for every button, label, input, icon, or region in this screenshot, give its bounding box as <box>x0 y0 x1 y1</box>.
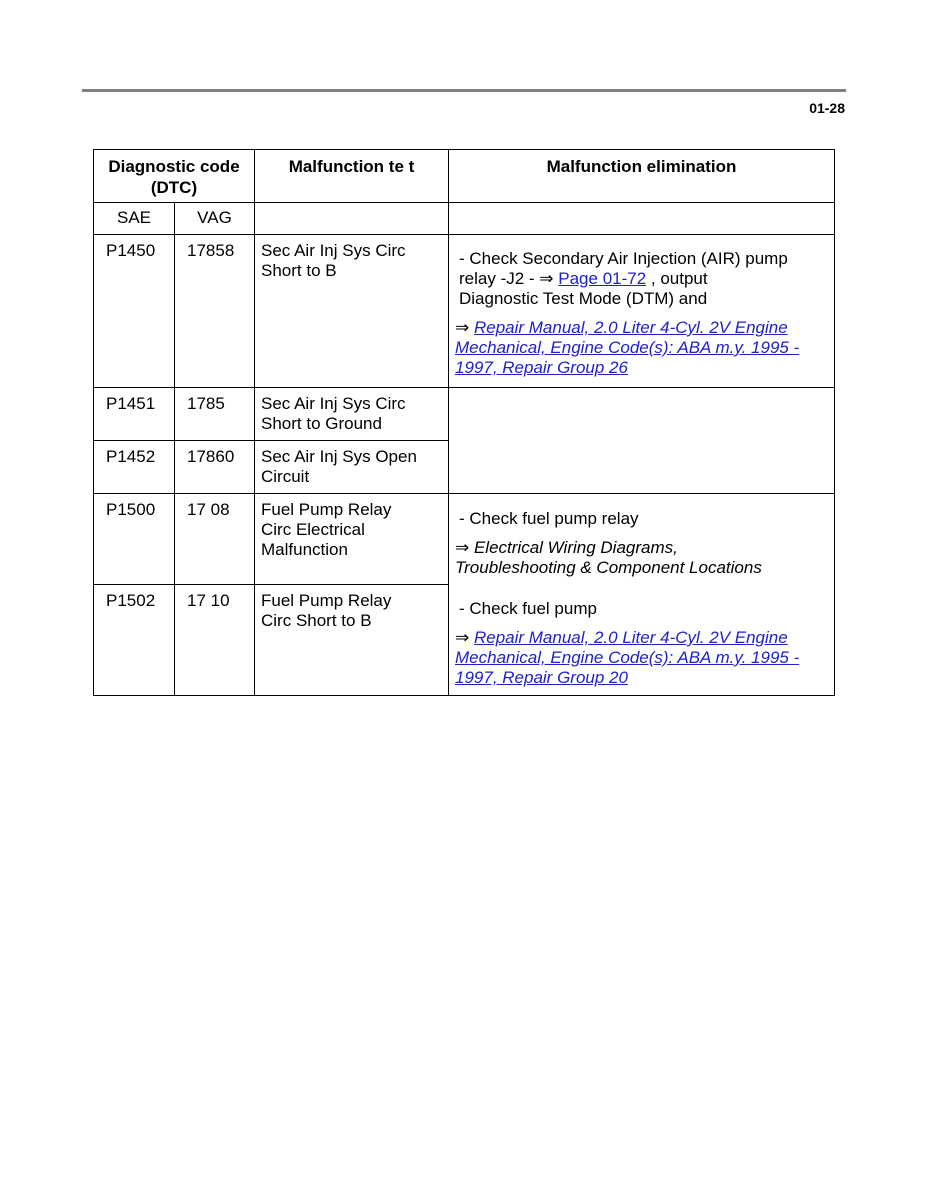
sae-code: P1500 <box>94 494 175 585</box>
repair-manual-ref[interactable]: ⇒ Repair Manual, 2.0 Liter 4-Cyl. 2V Engine Mechanical, Engine Code(s): ABA m.y. 1995 - 1997, Repair Group 20 <box>455 628 800 687</box>
sae-code: P1452 <box>94 441 175 494</box>
table-row <box>94 388 835 441</box>
malfunction-text: Sec Air Inj Sys Circ Short to B <box>255 235 449 388</box>
vag-code: 17858 <box>175 235 255 388</box>
table-row <box>94 494 835 585</box>
arrow-right-icon: ⇒ <box>455 538 474 557</box>
malfunction-text: Sec Air Inj Sys Circ Short to Ground <box>255 388 449 441</box>
malfunction-text: Fuel Pump Relay Circ Electrical Malfunction <box>255 494 449 585</box>
page-link[interactable]: Page 01-72 <box>558 269 647 288</box>
arrow-right-icon: ⇒ <box>455 628 474 647</box>
elimination-cell: - Check Secondary Air Injection (AIR) pump relay -J2 - ⇒ Page 01-72 , output Diagnostic Test Mode (DTM) and ⇒ Repair Manual, 2.0 Liter 4-Cyl. 2V Engine Mechanical, Engine Code(s): ABA m.y. 1995 - 1997, Repair Group 26 <box>449 235 835 388</box>
vag-code: 17 08 <box>175 494 255 585</box>
sae-code: P1450 <box>94 235 175 388</box>
dtc-table <box>93 149 835 696</box>
vag-code: 1785 <box>175 388 255 441</box>
malfunction-text: Sec Air Inj Sys Open Circuit <box>255 441 449 494</box>
table-row <box>94 235 835 388</box>
top-rule <box>82 89 846 92</box>
header-row <box>94 150 835 203</box>
sae-code: P1451 <box>94 388 175 441</box>
subheader-row <box>94 203 835 235</box>
header-dtc: Diagnostic code (DTC) <box>94 150 255 203</box>
repair-manual-ref[interactable]: ⇒ Repair Manual, 2.0 Liter 4-Cyl. 2V Engine Mechanical, Engine Code(s): ABA m.y. 1995 - 1997, Repair Group 26 <box>455 318 800 377</box>
subheader-empty <box>255 203 449 235</box>
header-vag: VAG <box>175 203 255 235</box>
header-sae: SAE <box>94 203 175 235</box>
wiring-diagram-ref: ⇒ Electrical Wiring Diagrams, Troubleshooting & Component Locations <box>455 538 762 577</box>
header-elimination: Malfunction elimination <box>449 150 835 203</box>
elimination-cell: - Check fuel pump relay ⇒ Electrical Wiring Diagrams, Troubleshooting & Component Locations - Check fuel pump ⇒ Repair Manual, 2.0 Liter 4-Cyl. 2V Engine Mechanical, Engine Code(s): ABA m.y. 1995 - 1997, Repair Group 20 <box>449 494 835 696</box>
arrow-right-icon: ⇒ <box>455 318 474 337</box>
sae-code: P1502 <box>94 585 175 696</box>
malfunction-text: Fuel Pump Relay Circ Short to B <box>255 585 449 696</box>
subheader-empty <box>449 203 835 235</box>
vag-code: 17 10 <box>175 585 255 696</box>
header-malfunction-text: Malfunction te t <box>255 150 449 203</box>
vag-code: 17860 <box>175 441 255 494</box>
page-number: 01-28 <box>809 100 845 116</box>
elimination-cell-empty <box>449 388 835 494</box>
